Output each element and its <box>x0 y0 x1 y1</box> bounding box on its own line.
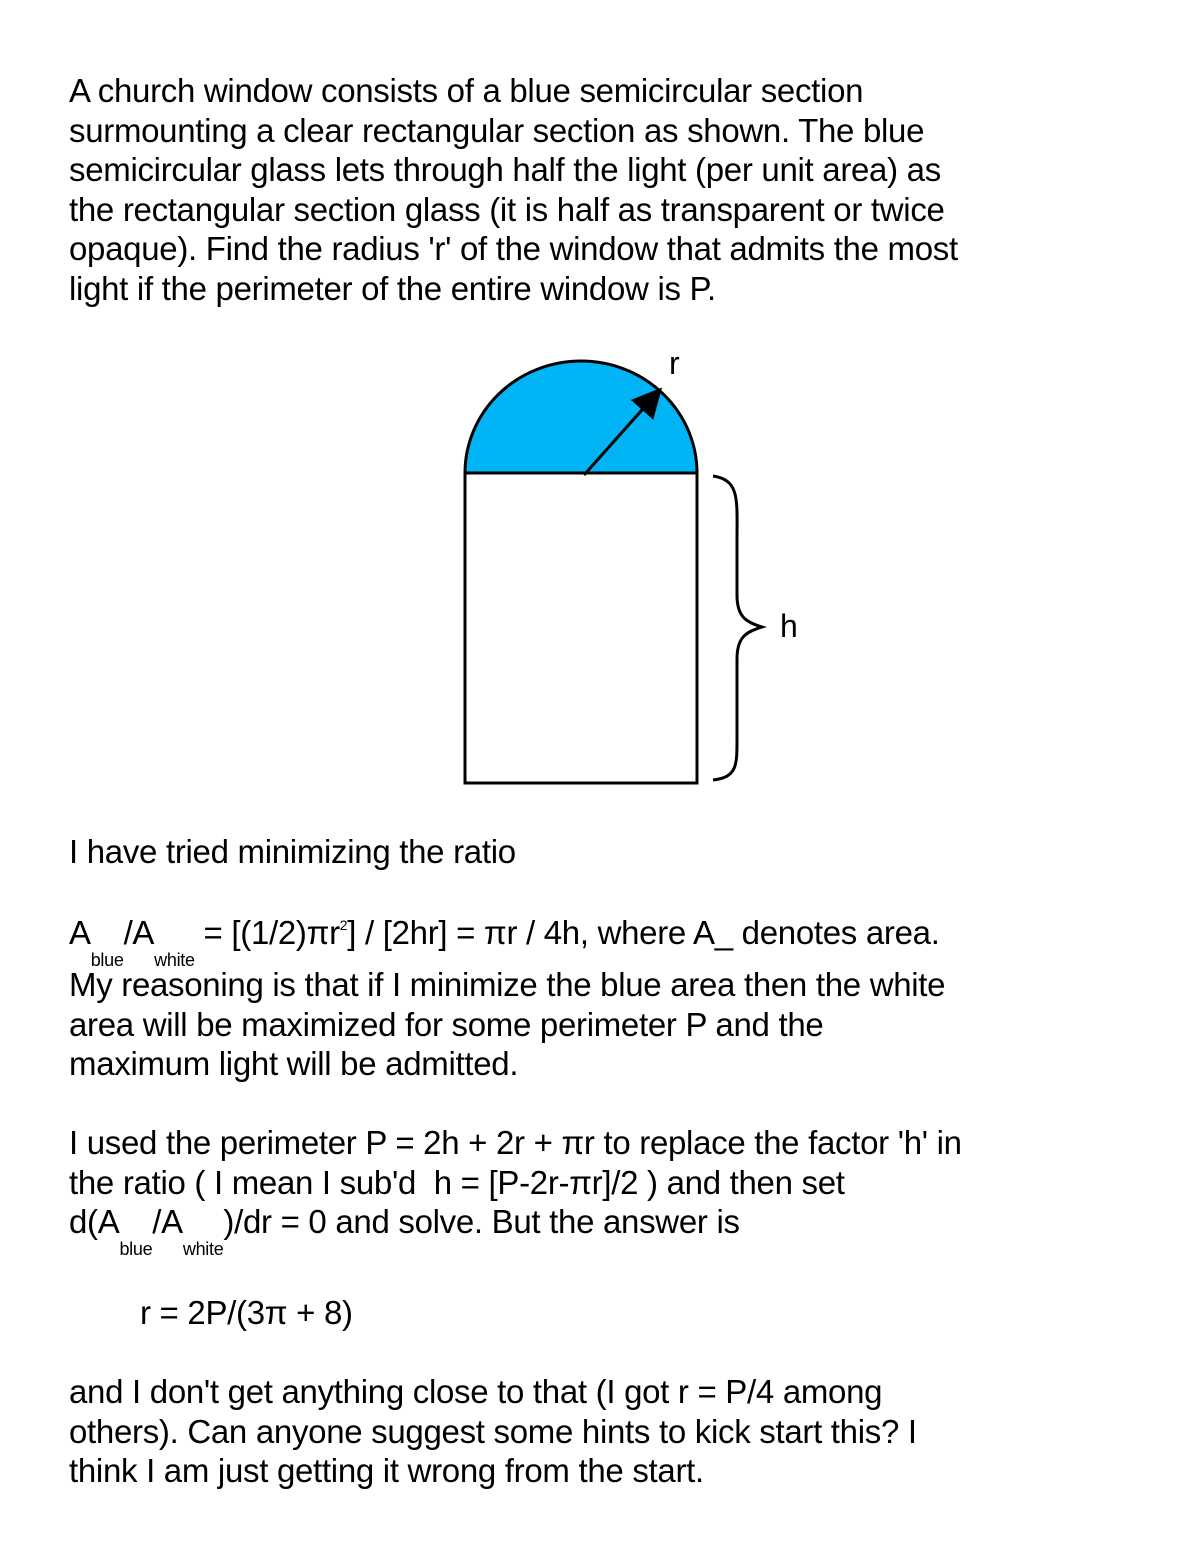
closing-paragraph: and I don't get anything close to that (I got r = P/4 among others). Can anyone suggest some hints to kick start this? I think I am just getting it wrong from the start. <box>69 1373 917 1489</box>
ratio-equation: $A_{blue}/A_{white} = [(1/2)\pi r^2] / [2hr] = \pi r / 4h$, where A_ denotes area. <box>69 914 940 970</box>
height-label: h <box>780 608 798 644</box>
problem-line: semicircular glass lets through half the light (per unit area) as <box>69 151 941 188</box>
given-answer: r = 2P/(3π + 8) <box>140 1294 353 1331</box>
problem-line: light if the perimeter of the entire window is P. <box>69 269 716 307</box>
problem-line: A church window consists of a blue semicircular section <box>69 72 864 109</box>
derivative-line: $d(A_{blue}/A_{white})/dr = 0$ and solve. But the answer is <box>69 1203 740 1259</box>
problem-line: the rectangular section glass (it is half as transparent or twice <box>69 190 945 228</box>
height-brace <box>713 476 762 780</box>
church-window-figure <box>440 340 820 800</box>
problem-line: surmounting a clear rectangular section as shown. The blue <box>69 111 925 149</box>
perimeter-paragraph: I used the perimeter P = 2h + 2r + πr to replace the factor 'h' in the ratio ( I mean I sub'd h = [P-2r-πr]/2 ) and then set $d(A_{blue}/A_{white})/dr = 0$ and solve. But the answer is <box>69 1123 1149 1249</box>
reasoning-paragraph: My reasoning is that if I minimize the blue area then the white area will be maximized for some perimeter P and the maximum light will be admitted. <box>69 966 946 1082</box>
attempt-intro: I have tried minimizing the ratio <box>69 833 516 870</box>
blue-semicircle <box>465 361 697 473</box>
clear-rectangle <box>465 473 697 783</box>
problem-statement <box>69 71 1149 308</box>
problem-line: opaque). Find the radius 'r' of the window that admits the most <box>69 230 958 267</box>
radius-label: r <box>669 345 680 381</box>
